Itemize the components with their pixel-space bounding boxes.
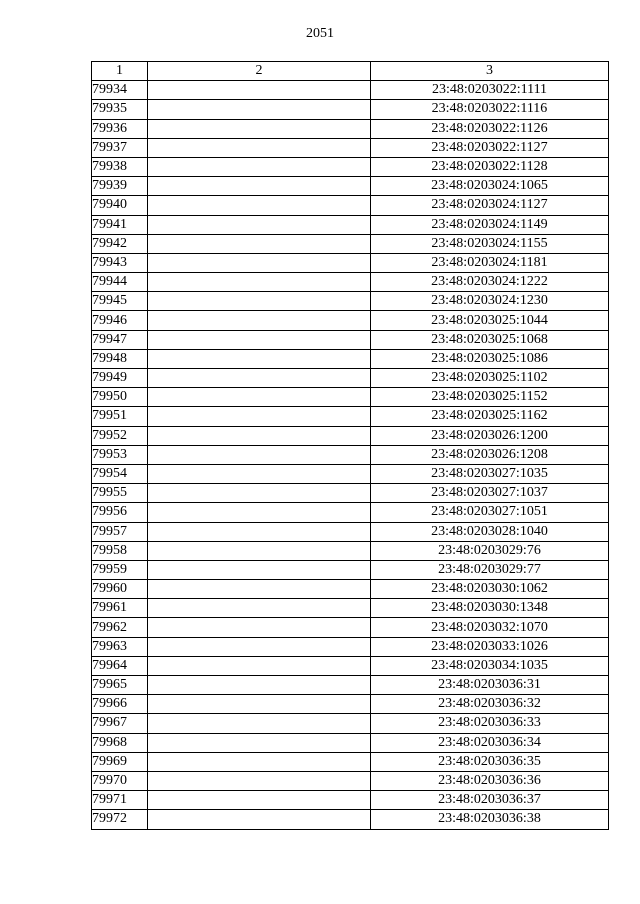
row-number-cell: 79960 xyxy=(92,580,148,599)
cadastral-number-cell: 23:48:0203024:1230 xyxy=(371,292,609,311)
cadastral-number-cell: 23:48:0203029:77 xyxy=(371,560,609,579)
row-number-cell: 79947 xyxy=(92,330,148,349)
header-row xyxy=(92,62,609,81)
row-number-cell: 79937 xyxy=(92,138,148,157)
column-header-2: 2 xyxy=(148,62,371,81)
row-empty-cell xyxy=(148,349,371,368)
row-empty-cell xyxy=(148,292,371,311)
cadastral-number-cell: 23:48:0203026:1200 xyxy=(371,426,609,445)
cadastral-number-cell: 23:48:0203028:1040 xyxy=(371,522,609,541)
row-empty-cell xyxy=(148,714,371,733)
cadastral-number-cell: 23:48:0203030:1062 xyxy=(371,580,609,599)
cadastral-number-cell: 23:48:0203036:34 xyxy=(371,733,609,752)
table-row xyxy=(92,311,609,330)
cadastral-number-cell: 23:48:0203036:35 xyxy=(371,752,609,771)
row-empty-cell xyxy=(148,273,371,292)
row-empty-cell xyxy=(148,100,371,119)
row-empty-cell xyxy=(148,177,371,196)
row-number-cell: 79935 xyxy=(92,100,148,119)
cadastral-number-cell: 23:48:0203036:31 xyxy=(371,676,609,695)
table-row xyxy=(92,407,609,426)
cadastral-number-cell: 23:48:0203024:1155 xyxy=(371,234,609,253)
cadastral-number-cell: 23:48:0203032:1070 xyxy=(371,618,609,637)
row-number-cell: 79957 xyxy=(92,522,148,541)
row-empty-cell xyxy=(148,445,371,464)
row-empty-cell xyxy=(148,580,371,599)
table-row xyxy=(92,503,609,522)
cadastral-number-cell: 23:48:0203024:1181 xyxy=(371,253,609,272)
table-row xyxy=(92,810,609,829)
row-number-cell: 79951 xyxy=(92,407,148,426)
row-number-cell: 79953 xyxy=(92,445,148,464)
row-number-cell: 79939 xyxy=(92,177,148,196)
row-number-cell: 79944 xyxy=(92,273,148,292)
row-empty-cell xyxy=(148,138,371,157)
row-empty-cell xyxy=(148,791,371,810)
table-row xyxy=(92,733,609,752)
row-number-cell: 79955 xyxy=(92,484,148,503)
cadastral-number-cell: 23:48:0203029:76 xyxy=(371,541,609,560)
row-number-cell: 79961 xyxy=(92,599,148,618)
row-empty-cell xyxy=(148,541,371,560)
table-row xyxy=(92,369,609,388)
cadastral-number-cell: 23:48:0203024:1127 xyxy=(371,196,609,215)
table-row xyxy=(92,196,609,215)
row-number-cell: 79965 xyxy=(92,676,148,695)
row-empty-cell xyxy=(148,464,371,483)
table-row xyxy=(92,273,609,292)
row-number-cell: 79936 xyxy=(92,119,148,138)
cadastral-number-cell: 23:48:0203022:1127 xyxy=(371,138,609,157)
row-empty-cell xyxy=(148,599,371,618)
row-empty-cell xyxy=(148,810,371,829)
row-number-cell: 79958 xyxy=(92,541,148,560)
cadastral-number-cell: 23:48:0203027:1037 xyxy=(371,484,609,503)
row-number-cell: 79946 xyxy=(92,311,148,330)
table-row xyxy=(92,560,609,579)
page-number: 2051 xyxy=(306,26,334,41)
cadastral-number-cell: 23:48:0203022:1128 xyxy=(371,157,609,176)
table-body xyxy=(92,81,609,829)
table-row xyxy=(92,637,609,656)
row-empty-cell xyxy=(148,618,371,637)
row-number-cell: 79966 xyxy=(92,695,148,714)
cadastral-number-cell: 23:48:0203022:1126 xyxy=(371,119,609,138)
table-row xyxy=(92,292,609,311)
row-empty-cell xyxy=(148,407,371,426)
cadastral-number-cell: 23:48:0203025:1102 xyxy=(371,369,609,388)
row-empty-cell xyxy=(148,733,371,752)
table-row xyxy=(92,676,609,695)
table-row xyxy=(92,253,609,272)
cadastral-number-cell: 23:48:0203027:1035 xyxy=(371,464,609,483)
table-row xyxy=(92,599,609,618)
cadastral-number-cell: 23:48:0203026:1208 xyxy=(371,445,609,464)
table-row xyxy=(92,714,609,733)
cadastral-number-cell: 23:48:0203025:1068 xyxy=(371,330,609,349)
table-row xyxy=(92,445,609,464)
row-empty-cell xyxy=(148,484,371,503)
cadastral-number-cell: 23:48:0203025:1044 xyxy=(371,311,609,330)
cadastral-number-cell: 23:48:0203036:38 xyxy=(371,810,609,829)
row-empty-cell xyxy=(148,560,371,579)
row-empty-cell xyxy=(148,503,371,522)
table-row xyxy=(92,771,609,790)
row-number-cell: 79956 xyxy=(92,503,148,522)
row-number-cell: 79972 xyxy=(92,810,148,829)
column-header-1: 1 xyxy=(92,62,148,81)
row-empty-cell xyxy=(148,81,371,100)
row-empty-cell xyxy=(148,676,371,695)
row-number-cell: 79949 xyxy=(92,369,148,388)
row-number-cell: 79970 xyxy=(92,771,148,790)
row-empty-cell xyxy=(148,695,371,714)
table-row xyxy=(92,388,609,407)
table-row xyxy=(92,426,609,445)
table-row xyxy=(92,81,609,100)
table-row xyxy=(92,791,609,810)
row-number-cell: 79964 xyxy=(92,656,148,675)
row-empty-cell xyxy=(148,234,371,253)
table-row xyxy=(92,138,609,157)
row-empty-cell xyxy=(148,771,371,790)
row-number-cell: 79971 xyxy=(92,791,148,810)
register-table xyxy=(91,61,609,830)
row-empty-cell xyxy=(148,388,371,407)
cadastral-number-cell: 23:48:0203036:36 xyxy=(371,771,609,790)
table-row xyxy=(92,618,609,637)
table-row xyxy=(92,234,609,253)
table-row xyxy=(92,541,609,560)
row-empty-cell xyxy=(148,656,371,675)
cadastral-number-cell: 23:48:0203034:1035 xyxy=(371,656,609,675)
row-empty-cell xyxy=(148,752,371,771)
row-number-cell: 79954 xyxy=(92,464,148,483)
row-number-cell: 79952 xyxy=(92,426,148,445)
table-row xyxy=(92,522,609,541)
column-header-3: 3 xyxy=(371,62,609,81)
row-number-cell: 79968 xyxy=(92,733,148,752)
row-number-cell: 79963 xyxy=(92,637,148,656)
row-empty-cell xyxy=(148,215,371,234)
row-empty-cell xyxy=(148,426,371,445)
row-number-cell: 79945 xyxy=(92,292,148,311)
row-number-cell: 79969 xyxy=(92,752,148,771)
table-row xyxy=(92,330,609,349)
table-row xyxy=(92,464,609,483)
cadastral-number-cell: 23:48:0203022:1116 xyxy=(371,100,609,119)
row-number-cell: 79941 xyxy=(92,215,148,234)
row-empty-cell xyxy=(148,119,371,138)
row-number-cell: 79967 xyxy=(92,714,148,733)
cadastral-number-cell: 23:48:0203024:1149 xyxy=(371,215,609,234)
table-row xyxy=(92,215,609,234)
row-empty-cell xyxy=(148,311,371,330)
row-number-cell: 79959 xyxy=(92,560,148,579)
table-row xyxy=(92,177,609,196)
cadastral-number-cell: 23:48:0203027:1051 xyxy=(371,503,609,522)
cadastral-number-cell: 23:48:0203036:37 xyxy=(371,791,609,810)
table-row xyxy=(92,349,609,368)
cadastral-number-cell: 23:48:0203036:33 xyxy=(371,714,609,733)
row-number-cell: 79934 xyxy=(92,81,148,100)
cadastral-number-cell: 23:48:0203033:1026 xyxy=(371,637,609,656)
row-empty-cell xyxy=(148,637,371,656)
row-number-cell: 79948 xyxy=(92,349,148,368)
row-number-cell: 79950 xyxy=(92,388,148,407)
cadastral-number-cell: 23:48:0203024:1065 xyxy=(371,177,609,196)
table-row xyxy=(92,484,609,503)
row-empty-cell xyxy=(148,253,371,272)
row-number-cell: 79942 xyxy=(92,234,148,253)
cadastral-number-cell: 23:48:0203025:1152 xyxy=(371,388,609,407)
row-empty-cell xyxy=(148,196,371,215)
row-empty-cell xyxy=(148,522,371,541)
row-empty-cell xyxy=(148,330,371,349)
row-number-cell: 79943 xyxy=(92,253,148,272)
table-row xyxy=(92,752,609,771)
row-empty-cell xyxy=(148,369,371,388)
table-row xyxy=(92,695,609,714)
table-row xyxy=(92,157,609,176)
row-number-cell: 79938 xyxy=(92,157,148,176)
table-row xyxy=(92,119,609,138)
table-row xyxy=(92,580,609,599)
cadastral-number-cell: 23:48:0203025:1162 xyxy=(371,407,609,426)
table-row xyxy=(92,100,609,119)
table-row xyxy=(92,656,609,675)
cadastral-number-cell: 23:48:0203024:1222 xyxy=(371,273,609,292)
cadastral-number-cell: 23:48:0203025:1086 xyxy=(371,349,609,368)
row-number-cell: 79940 xyxy=(92,196,148,215)
row-empty-cell xyxy=(148,157,371,176)
cadastral-number-cell: 23:48:0203030:1348 xyxy=(371,599,609,618)
cadastral-number-cell: 23:48:0203036:32 xyxy=(371,695,609,714)
cadastral-number-cell: 23:48:0203022:1111 xyxy=(371,81,609,100)
row-number-cell: 79962 xyxy=(92,618,148,637)
